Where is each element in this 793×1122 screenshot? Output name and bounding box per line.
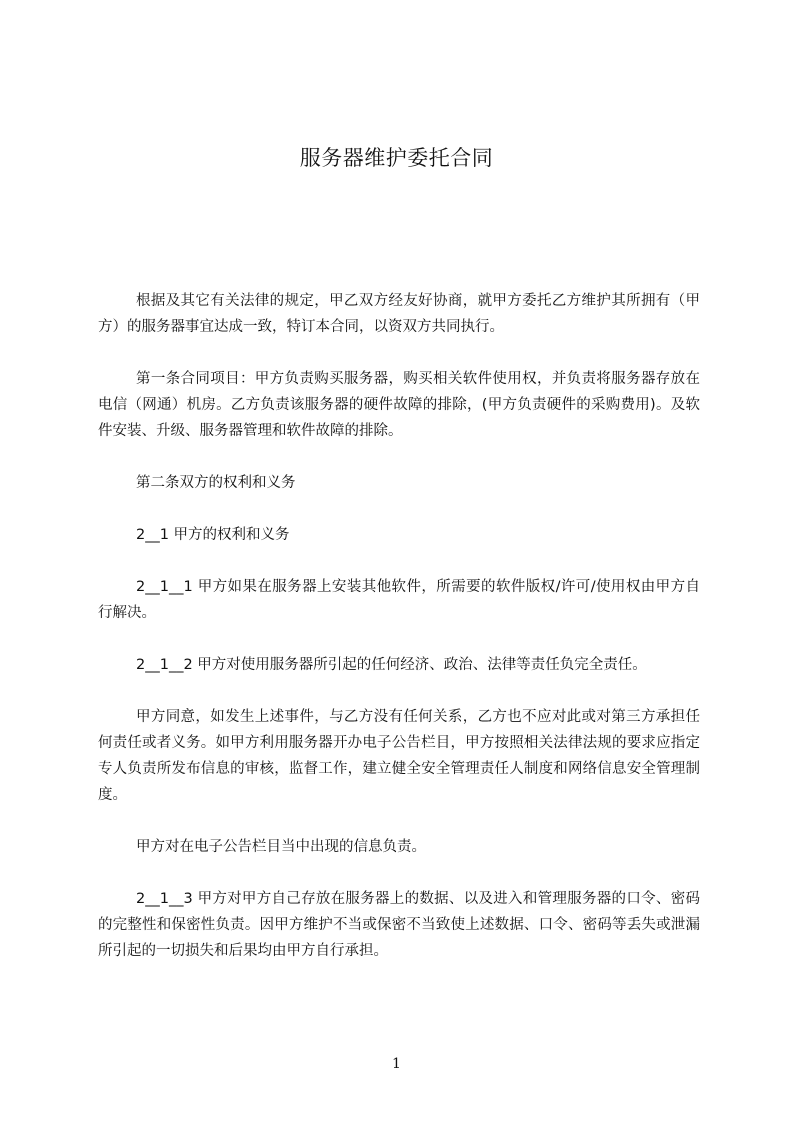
paragraph-preamble: 根据及其它有关法律的规定，甲乙双方经友好协商，就甲方委托乙方维护其所拥有（甲方）的服务器事宜达成一致，特订本合同，以资双方共同执行。 xyxy=(98,293,700,335)
paragraph-clause-2-1-2: 2__1__2 甲方对使用服务器所引起的任何经济、政治、法律等责任负完全责任。 xyxy=(136,657,647,673)
paragraph-article-2-heading: 第二条双方的权利和义务 xyxy=(136,475,296,491)
paragraph-article-1: 第一条合同项目：甲方负责购买服务器，购买相关软件使用权，并负责将服务器存放在电信（网通）机房。乙方负责该服务器的硬件故障的排除，(甲方负责硬件的采购费用)。及软件安装、升级、服务器管理和软件故障的排除。 xyxy=(98,371,700,439)
paragraph-section-2-1-heading: 2__1 甲方的权利和义务 xyxy=(136,527,290,543)
document-body xyxy=(98,288,700,990)
page-number: 1 xyxy=(392,1056,401,1072)
paragraph-bulletin-responsibility: 甲方对在电子公告栏目当中出现的信息负责。 xyxy=(136,839,426,855)
paragraph-clause-2-1-3: 2__1__3 甲方对甲方自己存放在服务器上的数据、以及进入和管理服务器的口令、密码的完整性和保密性负责。因甲方维护不当或保密不当致使上述数据、口令、密码等丢失或泄漏所引起的一切损失和后果均由甲方自行承担。 xyxy=(98,891,700,959)
paragraph-party-a-agreement: 甲方同意，如发生上述事件，与乙方没有任何关系，乙方也不应对此或对第三方承担任何责任或者义务。如甲方利用服务器开办电子公告栏目，甲方按照相关法律法规的要求应指定专人负责所发布信息的审核，监督工作，建立健全安全管理责任人制度和网络信息安全管理制度。 xyxy=(98,709,700,803)
document-title: 服务器维护委托合同 xyxy=(299,146,494,170)
paragraph-clause-2-1-1: 2__1__1 甲方如果在服务器上安装其他软件，所需要的软件版权/许可/使用权由甲方自行解决。 xyxy=(98,579,700,621)
